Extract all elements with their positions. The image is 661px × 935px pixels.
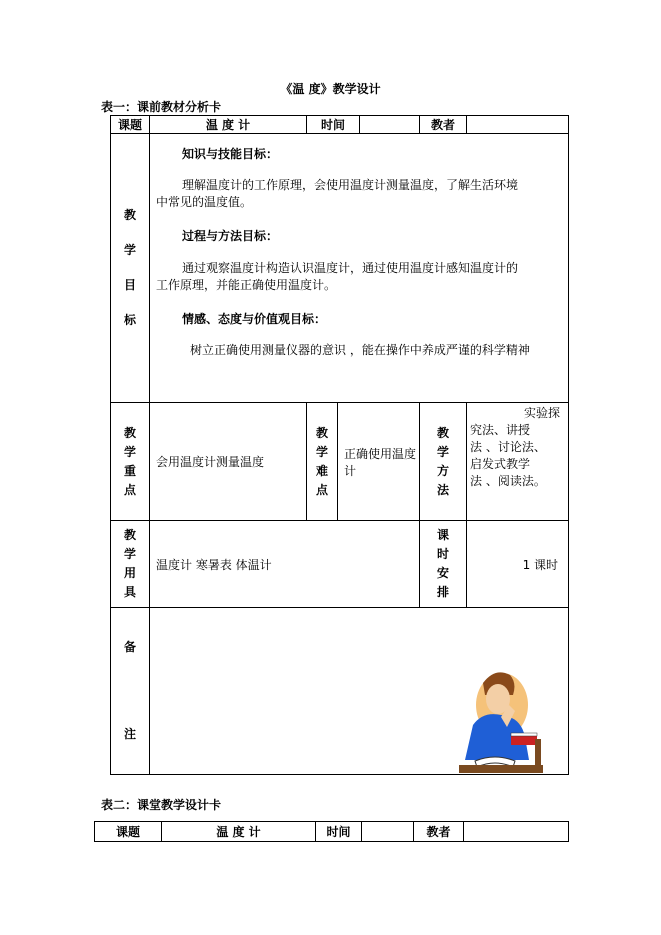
- tools-row: [111, 521, 569, 608]
- tools-value: 温度计 寒暑表 体温计: [150, 521, 420, 608]
- method-value: 实验探 究法、讲授 法 、讨论法、 启发式教学 法 、阅读法。: [467, 403, 569, 521]
- classroom-design-table: [94, 821, 569, 842]
- time-value-2: [362, 822, 414, 842]
- thinking-person-clipart: [455, 665, 543, 775]
- difficulty-value: 正确使用温度计: [338, 403, 420, 521]
- emotion-goal-text: 树立正确使用测量仪器的意识 ，能在操作中养成严谨的科学精神: [190, 343, 530, 357]
- time-value: [360, 116, 420, 134]
- topic-value: 温 度 计: [150, 116, 307, 134]
- process-goal-text: 通过观察温度计构造认识温度计，通过使用温度计感知温度计的: [182, 261, 519, 275]
- teacher-value-2: [464, 822, 569, 842]
- goals-label: 教 学 目 标: [111, 134, 150, 403]
- table1-header-row: [111, 116, 569, 134]
- notes-label: 备 注: [111, 608, 150, 775]
- time-label: 时间: [307, 116, 360, 134]
- page-title: 《温 度》教学设计: [280, 82, 381, 96]
- topic-value-2: 温 度 计: [162, 822, 316, 842]
- table2-section-label: 表二：课堂教学设计卡: [101, 798, 222, 812]
- schedule-label: 课 时 安 排: [420, 521, 467, 608]
- time-label-2: 时间: [316, 822, 362, 842]
- schedule-value: 1 课时: [467, 521, 569, 608]
- tools-label: 教 学 用 具: [111, 521, 150, 608]
- emotion-goal-heading: 情感、态度与价值观目标：: [182, 312, 327, 326]
- table2-header-row: [95, 822, 569, 842]
- teacher-label-2: 教者: [414, 822, 464, 842]
- key-point-label: 教 学 重 点: [111, 403, 150, 521]
- teacher-label: 教者: [420, 116, 467, 134]
- topic-label: 课题: [111, 116, 150, 134]
- difficulty-label: 教 学 难 点: [307, 403, 338, 521]
- teacher-value: [467, 116, 569, 134]
- topic-label-2: 课题: [95, 822, 162, 842]
- knowledge-goal-text: 理解温度计的工作原理，会使用温度计测量温度，了解生活环境: [182, 178, 519, 192]
- knowledge-goal-text-cont: 中常见的温度值。: [156, 195, 253, 209]
- process-goal-heading: 过程与方法目标：: [182, 229, 279, 243]
- method-label: 教 学 方 法: [420, 403, 467, 521]
- process-goal-text-cont: 工作原理，并能正确使用温度计。: [156, 278, 337, 292]
- table1-section-label: 表一：课前教材分析卡: [101, 100, 222, 114]
- knowledge-goal-heading: 知识与技能目标：: [182, 147, 279, 161]
- focus-row: [111, 403, 569, 521]
- key-point-value: 会用温度计测量温度: [150, 403, 307, 521]
